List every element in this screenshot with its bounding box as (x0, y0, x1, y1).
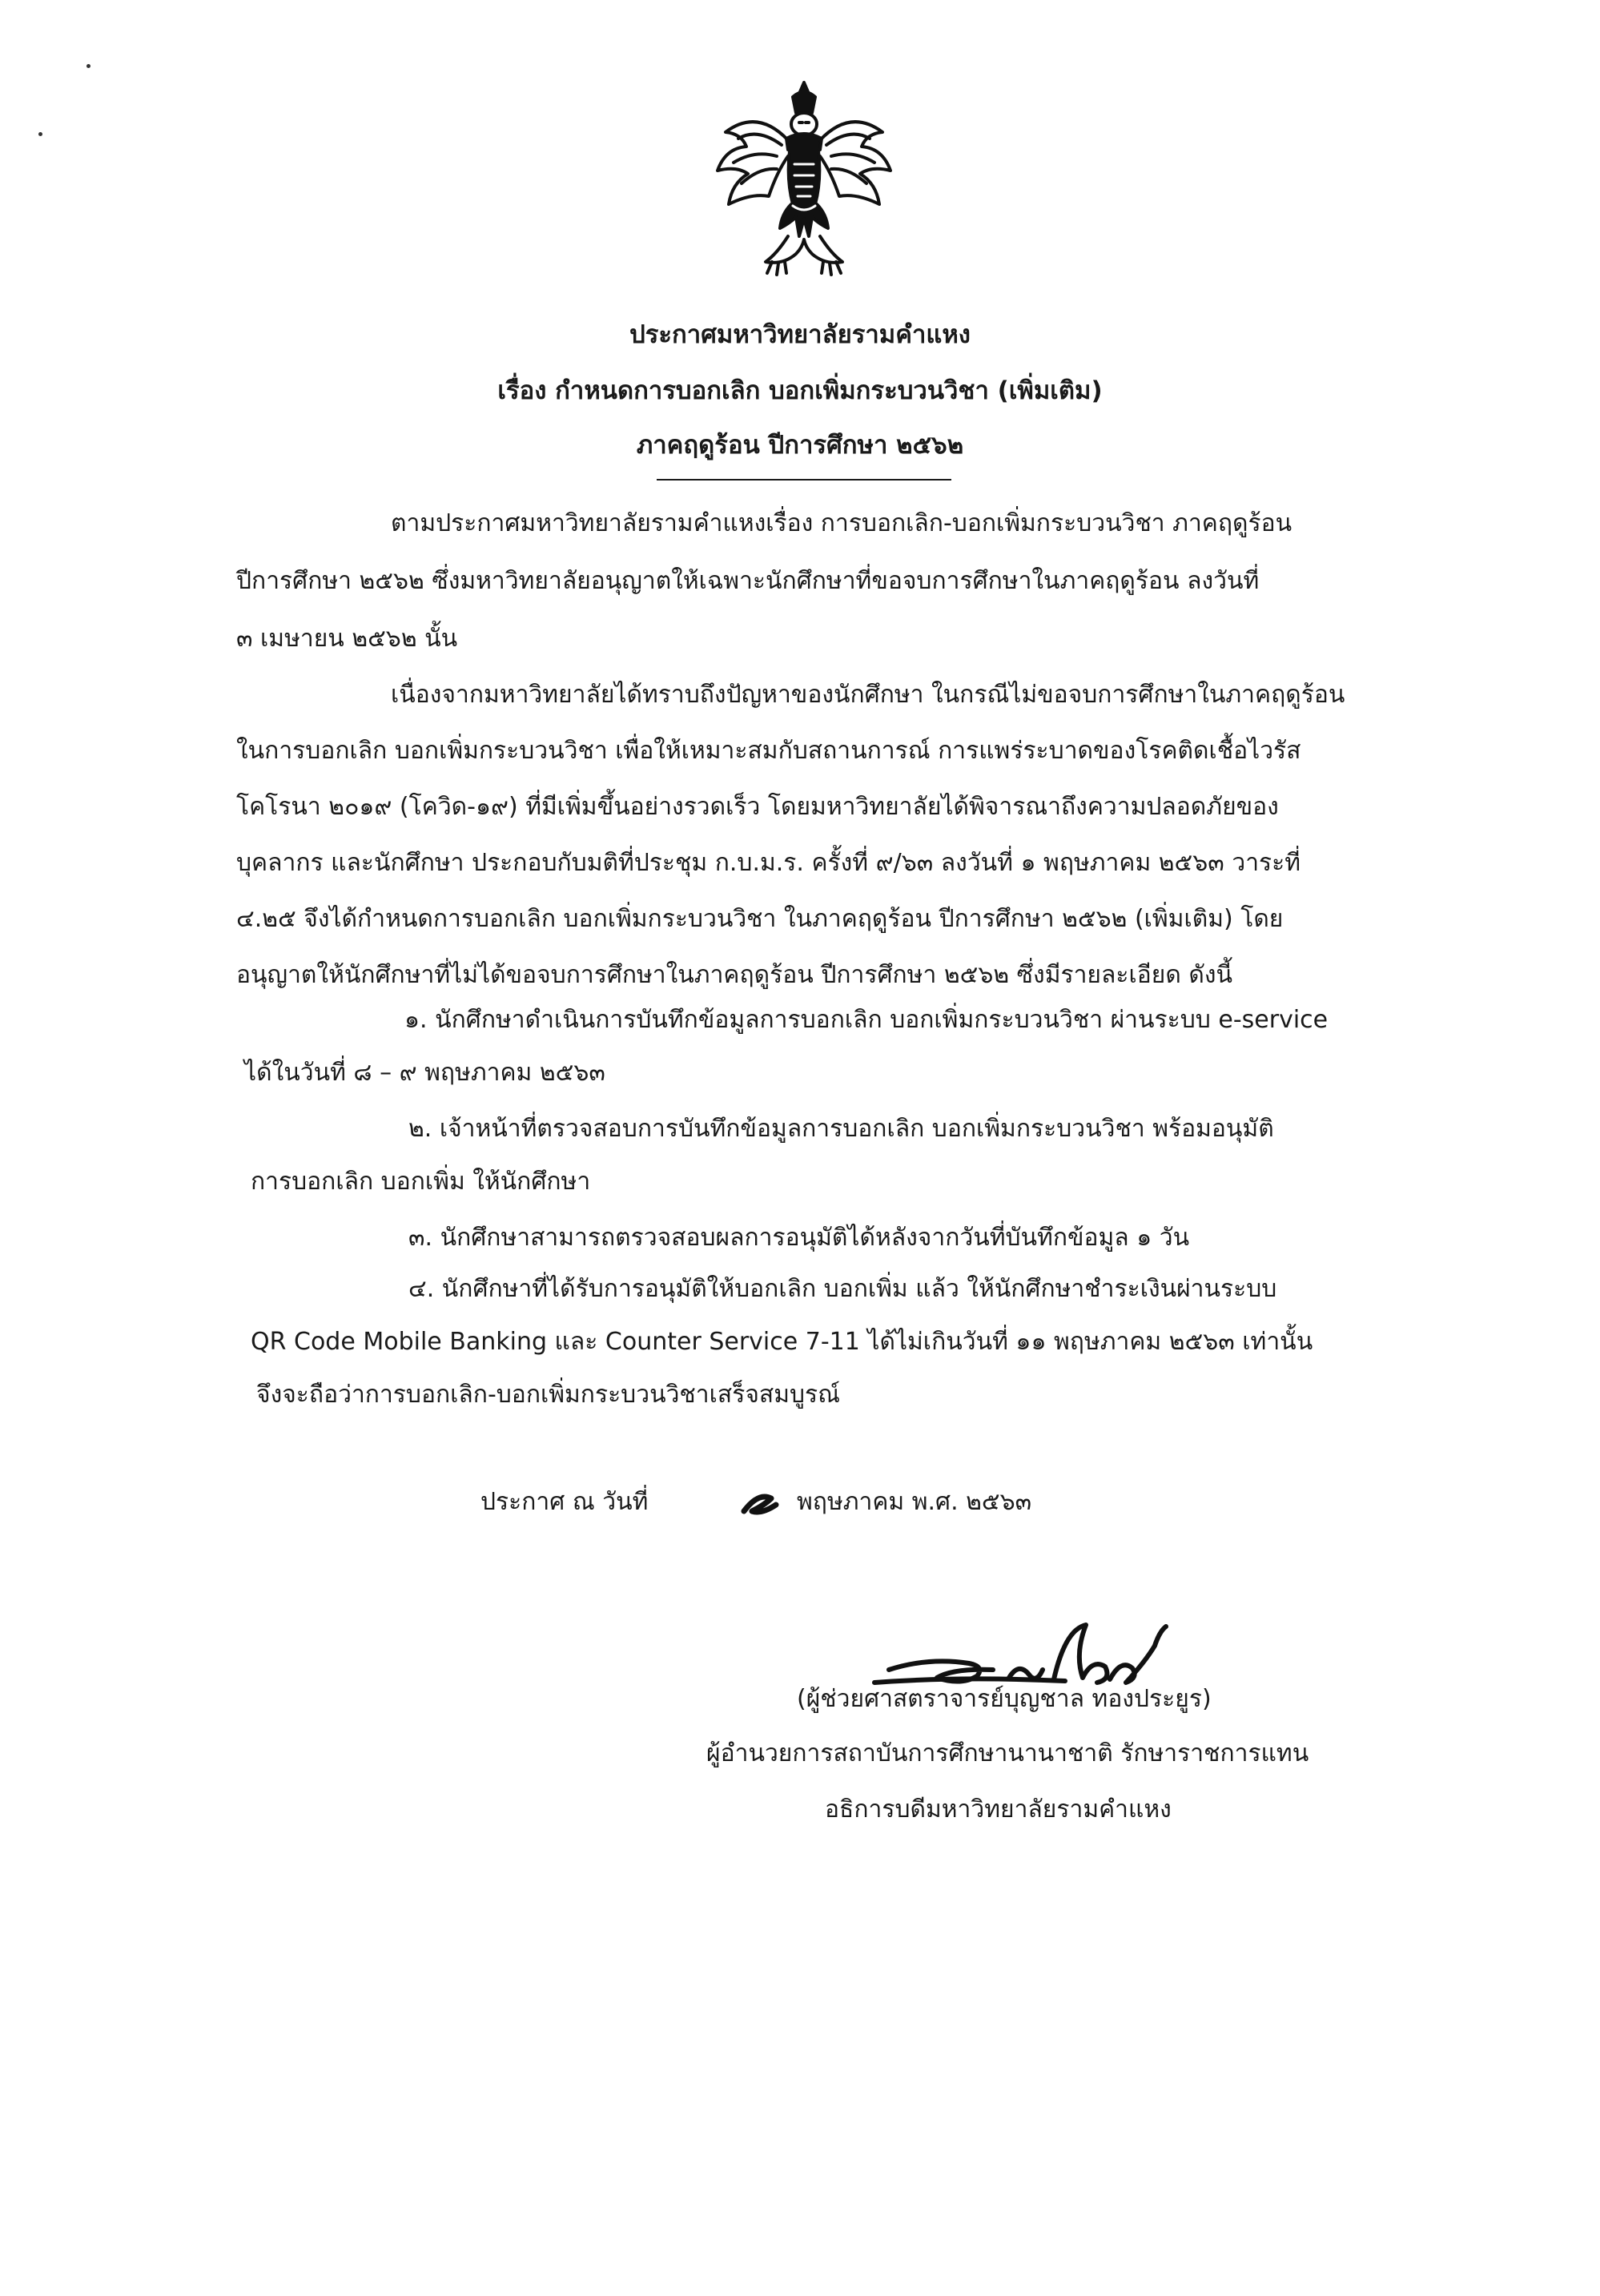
item-2-line-2: การบอกเลิก บอกเพิ่ม ให้นักศึกษา (251, 1168, 591, 1196)
handwritten-day-mark (741, 1487, 779, 1519)
garuda-emblem-icon (710, 76, 898, 276)
paragraph-2-line-4: บุคลากร และนักศึกษา ประกอบกับมติที่ประชุม ก.บ.ม.ร. ครั้งที่ ๙/๖๓ ลงวันที่ ๑ พฤษภาคม ๒๕๖๓ วาระที่ (236, 849, 1301, 877)
signatory-position: ผู้อำนวยการสถาบันการศึกษานานาชาติ รักษาราชการแทน (706, 1739, 1309, 1767)
title-divider (657, 479, 951, 481)
scan-speck (86, 64, 90, 68)
signatory-acting-position: อธิการบดีมหาวิทยาลัยรามคำแหง (825, 1795, 1172, 1824)
item-1-line-2: ได้ในวันที่ ๘ – ๙ พฤษภาคม ๒๕๖๓ (244, 1059, 605, 1087)
item-1-line-1: ๑. นักศึกษาดำเนินการบันทึกข้อมูลการบอกเลิก บอกเพิ่มกระบวนวิชา ผ่านระบบ e-service (404, 1006, 1329, 1034)
paragraph-2-line-3: โคโรนา ๒๐๑๙ (โควิด-๑๙) ที่มีเพิ่มขึ้นอย่างรวดเร็ว โดยมหาวิทยาลัยได้พิจารณาถึงความปลอดภัยของ (236, 793, 1279, 821)
announcement-title: ประกาศมหาวิทยาลัยรามคำแหง (629, 320, 971, 349)
paragraph-1-line-3: ๓ เมษายน ๒๕๖๒ นั้น (236, 625, 458, 653)
paragraph-2-line-2: ในการบอกเลิก บอกเพิ่มกระบวนวิชา เพื่อให้เหมาะสมกับสถานการณ์ การแพร่ระบาดของโรคติดเชื้อไวรัส (236, 737, 1301, 765)
item-2-line-1: ๒. เจ้าหน้าที่ตรวจสอบการบันทึกข้อมูลการบอกเลิก บอกเพิ่มกระบวนวิชา พร้อมอนุมัติ (408, 1115, 1274, 1143)
announcement-subject: เรื่อง กำหนดการบอกเลิก บอกเพิ่มกระบวนวิชา (เพิ่มเติม) (497, 376, 1103, 405)
announcement-date-suffix: พฤษภาคม พ.ศ. ๒๕๖๓ (797, 1488, 1032, 1516)
item-3-line-1: ๓. นักศึกษาสามารถตรวจสอบผลการอนุมัติได้หลังจากวันที่บันทึกข้อมูล ๑ วัน (408, 1224, 1190, 1252)
paragraph-2-line-1: เนื่องจากมหาวิทยาลัยได้ทราบถึงปัญหาของนักศึกษา ในกรณีไม่ขอจบการศึกษาในภาคฤดูร้อน (391, 681, 1345, 709)
item-4-line-3: จึงจะถือว่าการบอกเลิก-บอกเพิ่มกระบวนวิชาเสร็จสมบูรณ์ (256, 1381, 840, 1409)
paragraph-1-line-2: ปีการศึกษา ๒๕๖๒ ซึ่งมหาวิทยาลัยอนุญาตให้เฉพาะนักศึกษาที่ขอจบการศึกษาในภาคฤดูร้อน ลงวันที่ (236, 567, 1260, 595)
paragraph-2-line-5: ๔.๒๕ จึงได้กำหนดการบอกเลิก บอกเพิ่มกระบวนวิชา ในภาคฤดูร้อน ปีการศึกษา ๒๕๖๒ (เพิ่มเติม) โดย (236, 905, 1284, 933)
signatory-name: (ผู้ช่วยศาสตราจารย์บุญชาล ทองประยูร) (797, 1685, 1212, 1713)
announcement-date-prefix: ประกาศ ณ วันที่ (480, 1488, 649, 1516)
announcement-term: ภาคฤดูร้อน ปีการศึกษา ๒๕๖๒ (636, 431, 964, 460)
paragraph-2-line-6: อนุญาตให้นักศึกษาที่ไม่ได้ขอจบการศึกษาในภาคฤดูร้อน ปีการศึกษา ๒๕๖๒ ซึ่งมีรายละเอียด ดังนี้ (236, 961, 1233, 989)
item-4-line-1: ๔. นักศึกษาที่ได้รับการอนุมัติให้บอกเลิก บอกเพิ่ม แล้ว ให้นักศึกษาชำระเงินผ่านระบบ (408, 1275, 1277, 1303)
paragraph-1-line-1: ตามประกาศมหาวิทยาลัยรามคำแหงเรื่อง การบอกเลิก-บอกเพิ่มกระบวนวิชา ภาคฤดูร้อน (391, 509, 1292, 537)
scan-speck (38, 132, 42, 136)
item-4-line-2: QR Code Mobile Banking และ Counter Service 7-11 ได้ไม่เกินวันที่ ๑๑ พฤษภาคม ๒๕๖๓ เท่านั้น (251, 1328, 1313, 1356)
